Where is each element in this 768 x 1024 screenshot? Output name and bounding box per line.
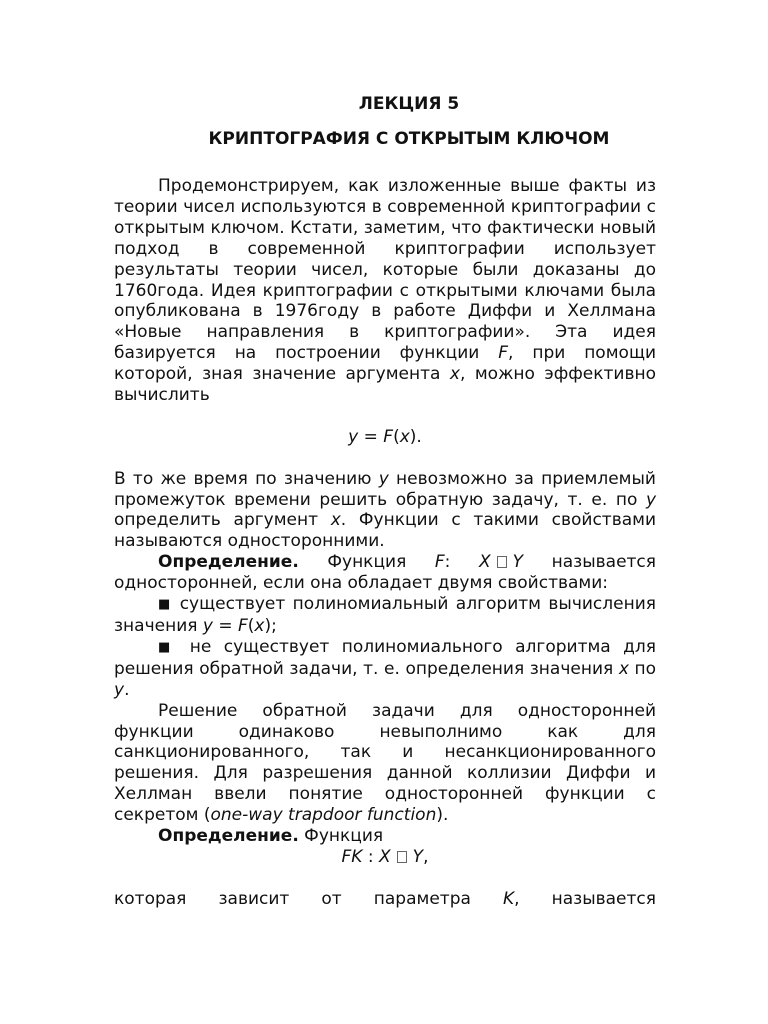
- bullet-icon: ■: [158, 639, 178, 655]
- paragraph-inverse: В то же время по значению y невозможно за приемлемый промежуток времени решить обратную задачу, т. е. по y определить аргумент x. Функции с такими свойствами называются односторонними.: [114, 468, 657, 552]
- arrow-glyph-icon: [397, 851, 407, 863]
- bullet-item-2: ■ не существует полиномиального алгоритма для решения обратной задачи, т. е. определения значения x по y.: [114, 636, 656, 700]
- definition-one-way: Определение. Функция F: X Y называется односторонней, если она обладает двумя свойствами:: [114, 552, 656, 594]
- definition-trapdoor: Определение. Функция: [158, 826, 384, 847]
- page-title: КРИПТОГРАФИЯ С ОТКРЫТЫМ КЛЮЧОМ: [208, 129, 610, 149]
- formula-y-equals-f-x: y = F(x).: [348, 426, 422, 447]
- paragraph-trapdoor: Решение обратной задачи для односторонней функции одинаково невыполнимо как для санкционированного, так и несанкционированного решения. Для разрешения данной коллизии Диффи и Хеллман ввели понятие односторонней функции с секретом (one-way trapdoor function).: [114, 700, 656, 826]
- bullet-icon: ■: [158, 597, 173, 613]
- formula-fk: FK : X Y,: [341, 846, 429, 867]
- paragraph-intro: Продемонстрируем, как изложенные выше факты из теории чисел используются в современной криптографии с открытым ключом. Кстати, заметим, что фактически новый подход в современной криптографии использует результаты теории чисел, которые были доказаны до 1760года. Идея криптографии с открытыми ключами была опубликована в 1976году в работе Диффи и Хеллмана «Новые направления в криптографии». Эта идея базируется на построении функции F, при помощи которой, зная значение аргумента x, можно эффективно вычислить: [114, 176, 656, 406]
- paragraph-parameter: которая зависит от параметра K, называется: [114, 888, 656, 909]
- body-text: [114, 176, 656, 910]
- lecture-number: ЛЕКЦИЯ 5: [358, 94, 460, 114]
- arrow-glyph-icon: [497, 556, 507, 568]
- bullet-item-1: ■ существует полиномиальный алгоритм вычисления значения y = F(x);: [114, 594, 656, 636]
